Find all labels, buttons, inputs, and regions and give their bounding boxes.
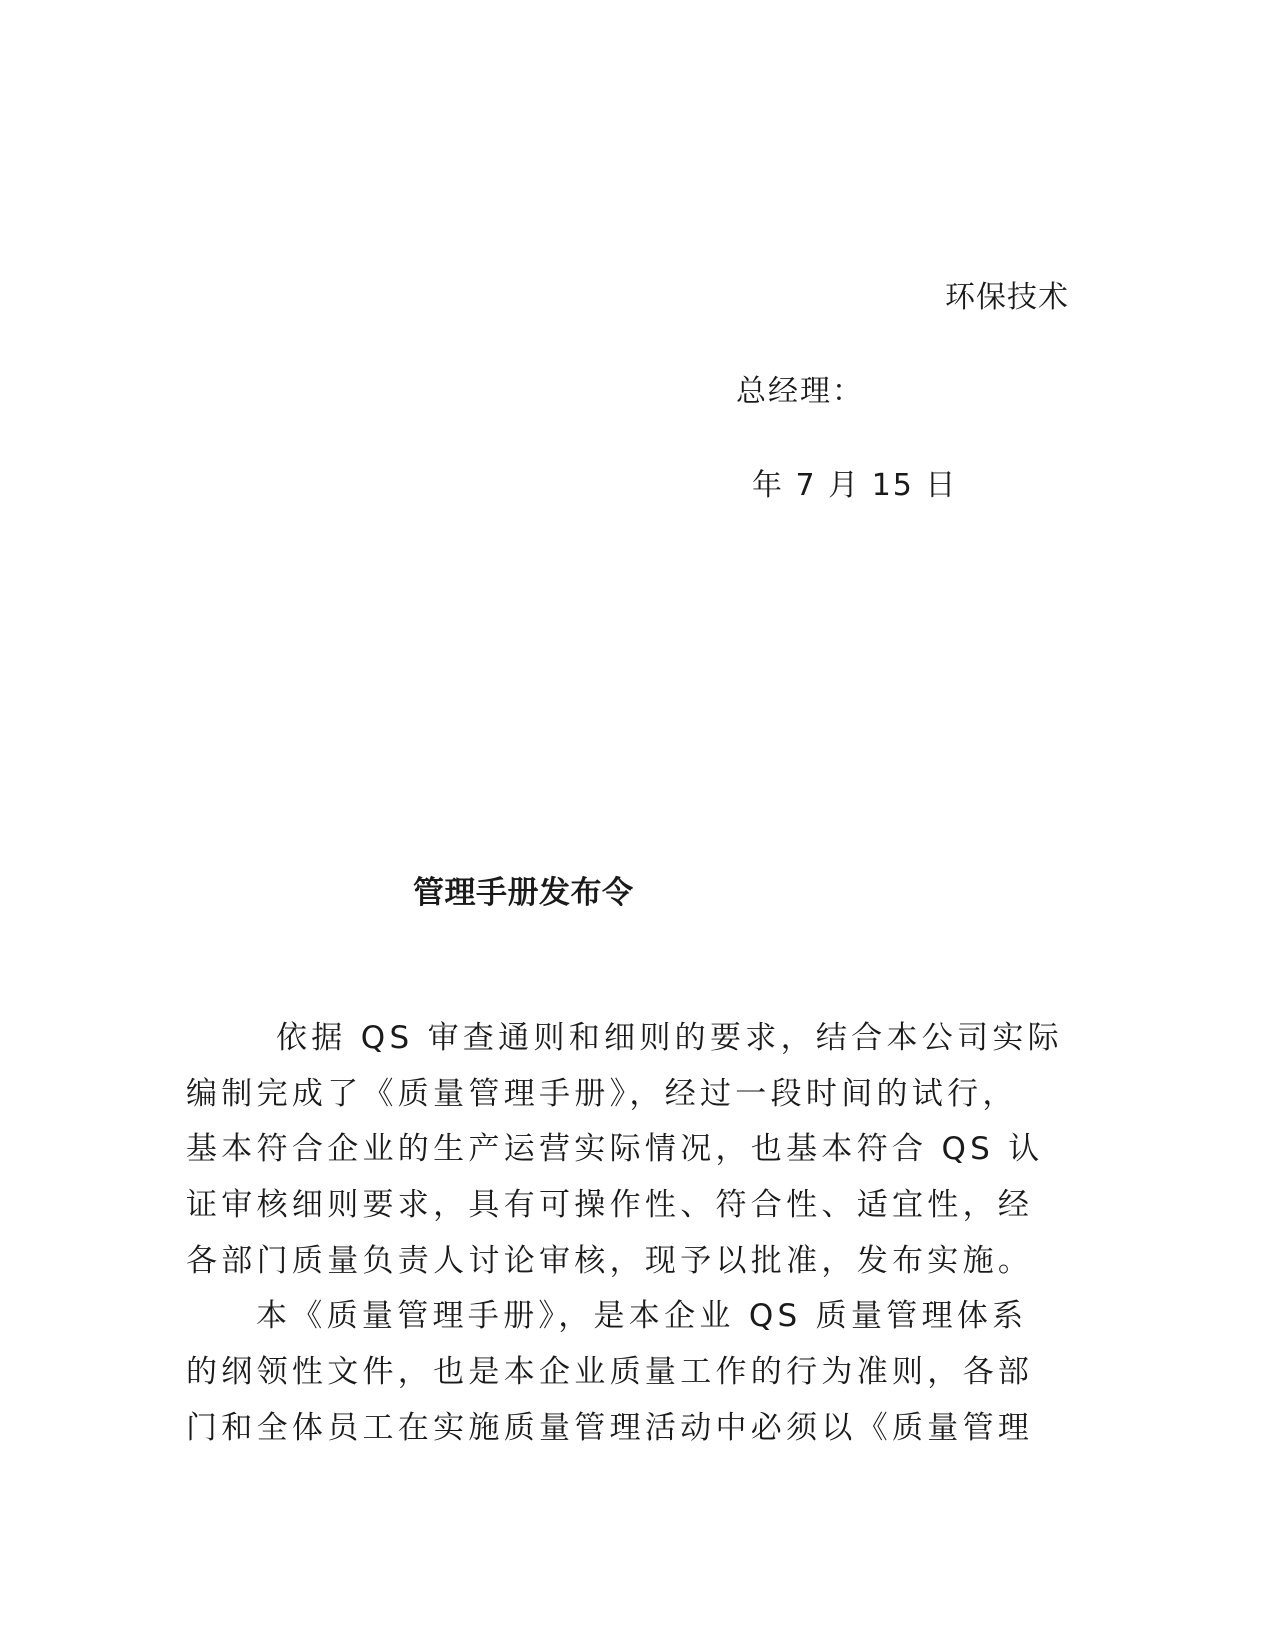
general-manager-label: 总经理： [736,374,864,409]
company-name: 环保技术 [945,280,1069,315]
body-text [186,1011,1086,1457]
body-line: 各部门质量负责人讨论审核，现予以批准，发布实施。 [186,1242,1034,1279]
body-line: 基本符合企业的生产运营实际情况，也基本符合 QS 认 [186,1131,1044,1168]
body-line: 编制完成了《质量管理手册》，经过一段时间的试行， [186,1075,1018,1112]
body-line: 依据 QS 审查通则和细则的要求，结合本公司实际 [276,1020,1063,1056]
body-line: 的纲领性文件，也是本企业质量工作的行为准则，各部 [186,1354,1034,1391]
issue-date: 年 7 月 15 日 [752,468,958,503]
body-line: 证审核细则要求，具有可操作性、符合性、适宜性，经 [186,1187,1034,1224]
body-line: 门和全体员工在实施质量管理活动中必须以《质量管理 [186,1409,1034,1446]
document-title: 管理手册发布令 [413,875,634,911]
body-line: 本《质量管理手册》，是本企业 QS 质量管理体系 [256,1298,1028,1335]
